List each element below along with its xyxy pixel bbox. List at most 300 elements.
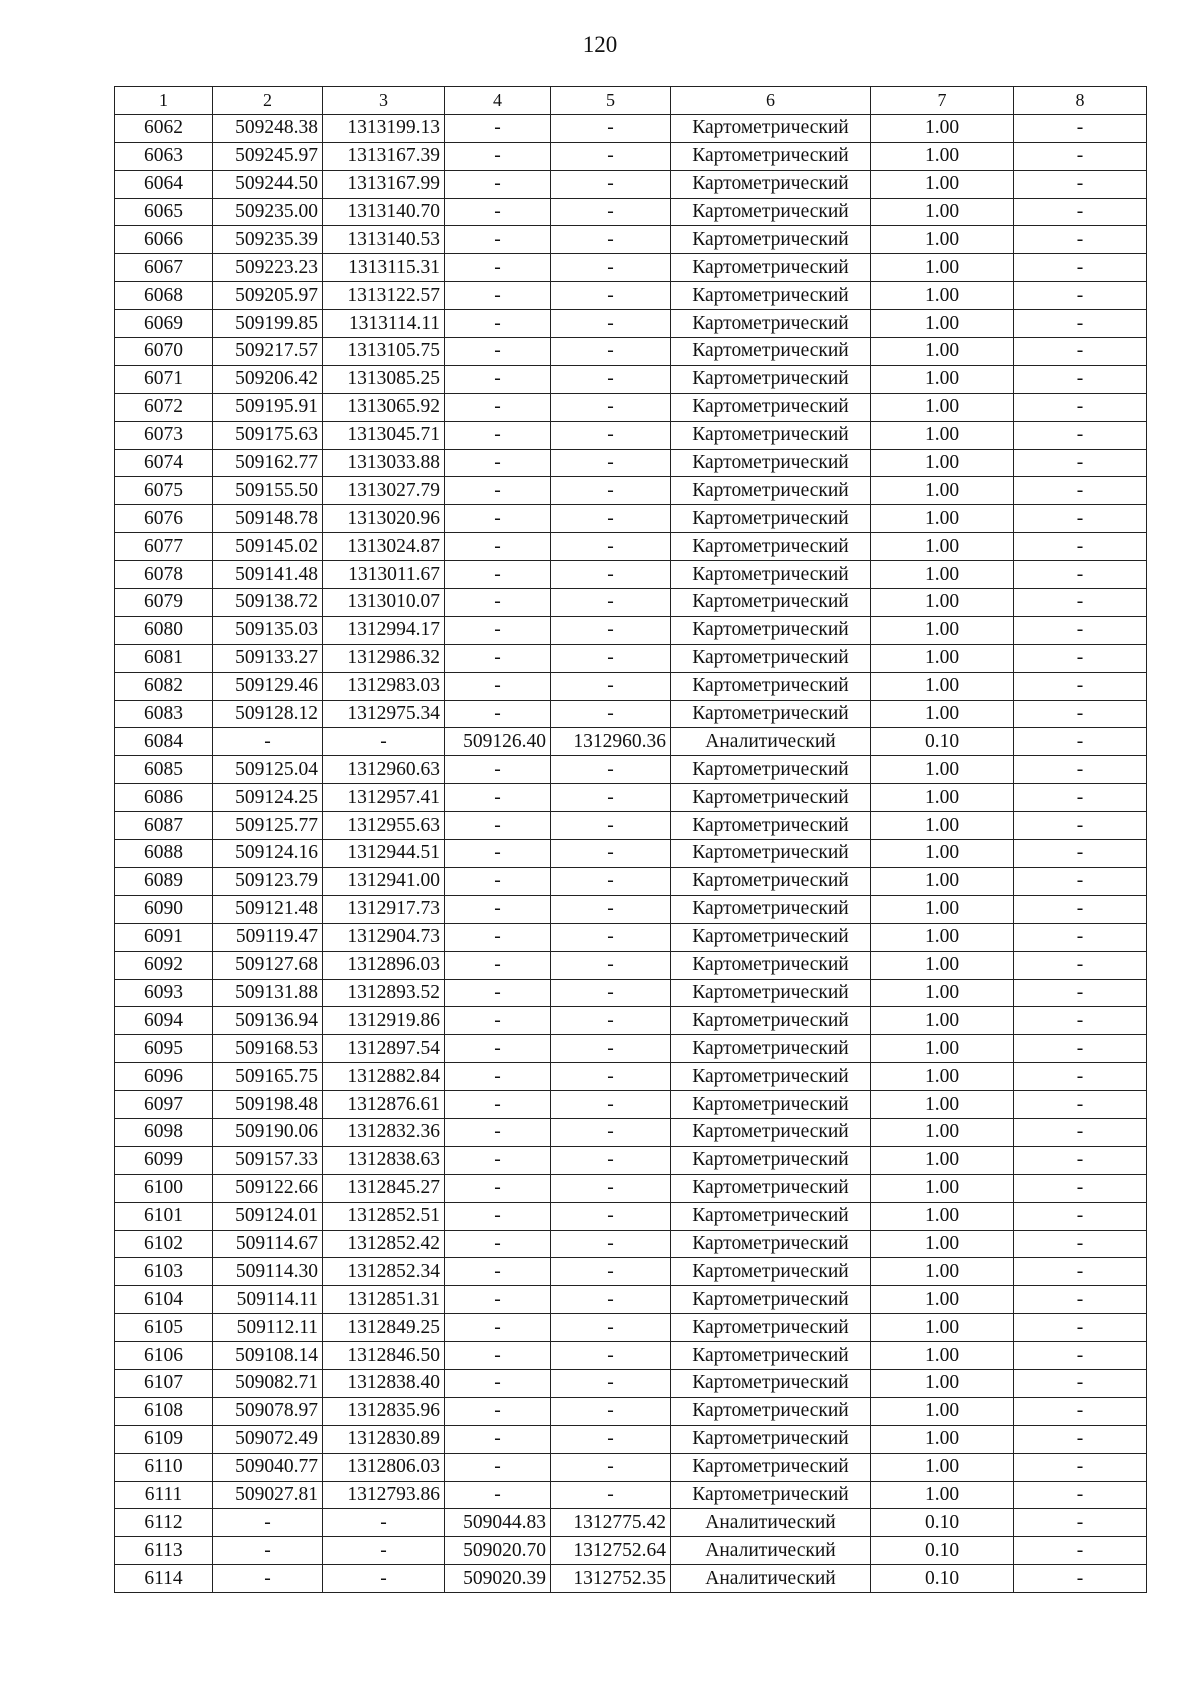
cell-x-coordinate: 509190.06 — [213, 1118, 323, 1146]
cell-y-analytic: - — [551, 1035, 671, 1063]
cell-point-number: 6105 — [115, 1314, 213, 1342]
cell-x-coordinate: 509135.03 — [213, 616, 323, 644]
cell-method: Картометрический — [671, 895, 871, 923]
cell-note: - — [1014, 1425, 1147, 1453]
cell-x-analytic: - — [445, 951, 551, 979]
cell-method: Картометрический — [671, 1035, 871, 1063]
cell-x-analytic: - — [445, 338, 551, 366]
cell-x-analytic: - — [445, 1258, 551, 1286]
cell-y-analytic: - — [551, 1230, 671, 1258]
cell-x-coordinate: 509082.71 — [213, 1369, 323, 1397]
cell-accuracy: 1.00 — [871, 365, 1014, 393]
cell-x-coordinate: 509133.27 — [213, 644, 323, 672]
cell-note: - — [1014, 114, 1147, 142]
cell-x-coordinate: 509198.48 — [213, 1091, 323, 1119]
cell-method: Картометрический — [671, 1314, 871, 1342]
cell-point-number: 6114 — [115, 1565, 213, 1593]
cell-method: Картометрический — [671, 1369, 871, 1397]
cell-method: Картометрический — [671, 589, 871, 617]
cell-point-number: 6067 — [115, 254, 213, 282]
cell-y-coordinate: - — [323, 1509, 445, 1537]
cell-note: - — [1014, 616, 1147, 644]
cell-y-coordinate: 1313045.71 — [323, 421, 445, 449]
cell-point-number: 6101 — [115, 1202, 213, 1230]
cell-x-analytic: 509044.83 — [445, 1509, 551, 1537]
cell-note: - — [1014, 589, 1147, 617]
cell-x-analytic: - — [445, 1174, 551, 1202]
cell-y-analytic: - — [551, 282, 671, 310]
cell-y-analytic: 1312752.64 — [551, 1537, 671, 1565]
cell-point-number: 6107 — [115, 1369, 213, 1397]
cell-x-analytic: 509126.40 — [445, 728, 551, 756]
cell-x-analytic: - — [445, 616, 551, 644]
cell-y-coordinate: 1312960.63 — [323, 756, 445, 784]
cell-method: Картометрический — [671, 254, 871, 282]
cell-x-coordinate: 509040.77 — [213, 1453, 323, 1481]
cell-x-coordinate: 509162.77 — [213, 449, 323, 477]
page-number: 120 — [582, 32, 618, 57]
cell-method: Картометрический — [671, 784, 871, 812]
cell-x-coordinate: 509145.02 — [213, 533, 323, 561]
cell-y-analytic: - — [551, 561, 671, 589]
cell-x-analytic: - — [445, 170, 551, 198]
cell-x-analytic: - — [445, 254, 551, 282]
cell-point-number: 6077 — [115, 533, 213, 561]
cell-note: - — [1014, 310, 1147, 338]
cell-method: Картометрический — [671, 1258, 871, 1286]
cell-accuracy: 1.00 — [871, 1453, 1014, 1481]
cell-point-number: 6081 — [115, 644, 213, 672]
table-row — [115, 1342, 1147, 1370]
cell-accuracy: 1.00 — [871, 1091, 1014, 1119]
table-row — [115, 616, 1147, 644]
cell-method: Картометрический — [671, 365, 871, 393]
cell-y-analytic: - — [551, 1146, 671, 1174]
cell-method: Картометрический — [671, 644, 871, 672]
table-row — [115, 505, 1147, 533]
cell-point-number: 6108 — [115, 1397, 213, 1425]
cell-y-coordinate: 1312904.73 — [323, 923, 445, 951]
cell-point-number: 6083 — [115, 700, 213, 728]
cell-y-analytic: - — [551, 1453, 671, 1481]
cell-note: - — [1014, 226, 1147, 254]
cell-method: Картометрический — [671, 923, 871, 951]
cell-note: - — [1014, 505, 1147, 533]
cell-x-analytic: - — [445, 477, 551, 505]
cell-method: Аналитический — [671, 1537, 871, 1565]
cell-y-analytic: - — [551, 505, 671, 533]
cell-y-analytic: - — [551, 114, 671, 142]
cell-note: - — [1014, 393, 1147, 421]
cell-x-coordinate: 509205.97 — [213, 282, 323, 310]
cell-accuracy: 1.00 — [871, 1007, 1014, 1035]
cell-method: Картометрический — [671, 1286, 871, 1314]
cell-y-analytic: - — [551, 644, 671, 672]
cell-accuracy: 0.10 — [871, 1537, 1014, 1565]
cell-x-coordinate: 509124.01 — [213, 1202, 323, 1230]
cell-method: Аналитический — [671, 1565, 871, 1593]
cell-y-analytic: - — [551, 812, 671, 840]
cell-method: Картометрический — [671, 1007, 871, 1035]
cell-note: - — [1014, 867, 1147, 895]
cell-note: - — [1014, 840, 1147, 868]
cell-y-coordinate: 1312983.03 — [323, 672, 445, 700]
cell-y-analytic: - — [551, 1286, 671, 1314]
cell-y-coordinate: 1313140.53 — [323, 226, 445, 254]
cell-note: - — [1014, 1035, 1147, 1063]
cell-method: Картометрический — [671, 198, 871, 226]
table-row — [115, 1537, 1147, 1565]
table-row — [115, 142, 1147, 170]
cell-method: Картометрический — [671, 812, 871, 840]
table-row — [115, 170, 1147, 198]
cell-accuracy: 1.00 — [871, 1146, 1014, 1174]
column-header-method: 6 — [671, 87, 871, 115]
cell-note: - — [1014, 1537, 1147, 1565]
cell-point-number: 6066 — [115, 226, 213, 254]
cell-x-analytic: - — [445, 1035, 551, 1063]
cell-x-analytic: - — [445, 282, 551, 310]
cell-accuracy: 1.00 — [871, 867, 1014, 895]
cell-note: - — [1014, 895, 1147, 923]
cell-x-analytic: - — [445, 505, 551, 533]
cell-point-number: 6110 — [115, 1453, 213, 1481]
cell-method: Картометрический — [671, 1202, 871, 1230]
cell-point-number: 6093 — [115, 979, 213, 1007]
cell-x-coordinate: 509128.12 — [213, 700, 323, 728]
cell-point-number: 6084 — [115, 728, 213, 756]
table-row — [115, 1397, 1147, 1425]
cell-method: Аналитический — [671, 1509, 871, 1537]
table-row — [115, 1230, 1147, 1258]
cell-y-analytic: - — [551, 867, 671, 895]
cell-x-analytic: - — [445, 226, 551, 254]
cell-method: Картометрический — [671, 1063, 871, 1091]
cell-accuracy: 1.00 — [871, 1174, 1014, 1202]
cell-accuracy: 1.00 — [871, 338, 1014, 366]
table-row — [115, 561, 1147, 589]
cell-method: Картометрический — [671, 226, 871, 254]
cell-x-analytic: - — [445, 1453, 551, 1481]
table-row — [115, 477, 1147, 505]
cell-note: - — [1014, 1565, 1147, 1593]
cell-x-coordinate: 509168.53 — [213, 1035, 323, 1063]
cell-method: Картометрический — [671, 1091, 871, 1119]
cell-x-coordinate: 509027.81 — [213, 1481, 323, 1509]
cell-y-coordinate: 1312986.32 — [323, 644, 445, 672]
cell-y-analytic: - — [551, 1481, 671, 1509]
cell-accuracy: 1.00 — [871, 170, 1014, 198]
cell-x-analytic: - — [445, 867, 551, 895]
cell-accuracy: 1.00 — [871, 616, 1014, 644]
cell-note: - — [1014, 1342, 1147, 1370]
cell-y-analytic: 1312752.35 — [551, 1565, 671, 1593]
table-row — [115, 700, 1147, 728]
cell-note: - — [1014, 561, 1147, 589]
cell-accuracy: 1.00 — [871, 449, 1014, 477]
table-row — [115, 1258, 1147, 1286]
cell-note: - — [1014, 756, 1147, 784]
cell-y-analytic: - — [551, 449, 671, 477]
table-row — [115, 1035, 1147, 1063]
cell-y-analytic: - — [551, 1091, 671, 1119]
cell-y-coordinate: 1312919.86 — [323, 1007, 445, 1035]
cell-x-coordinate: 509108.14 — [213, 1342, 323, 1370]
cell-x-coordinate: 509217.57 — [213, 338, 323, 366]
cell-x-analytic: - — [445, 421, 551, 449]
cell-accuracy: 1.00 — [871, 393, 1014, 421]
cell-x-coordinate: 509129.46 — [213, 672, 323, 700]
cell-y-analytic: - — [551, 923, 671, 951]
cell-x-coordinate: 509131.88 — [213, 979, 323, 1007]
table-row — [115, 1369, 1147, 1397]
cell-y-analytic: - — [551, 1258, 671, 1286]
cell-y-coordinate: 1312957.41 — [323, 784, 445, 812]
cell-method: Картометрический — [671, 1146, 871, 1174]
cell-point-number: 6090 — [115, 895, 213, 923]
cell-method: Картометрический — [671, 533, 871, 561]
cell-note: - — [1014, 1369, 1147, 1397]
cell-accuracy: 1.00 — [871, 1481, 1014, 1509]
table-row — [115, 589, 1147, 617]
cell-accuracy: 1.00 — [871, 756, 1014, 784]
cell-x-analytic: - — [445, 700, 551, 728]
cell-y-coordinate: 1312944.51 — [323, 840, 445, 868]
table-row — [115, 951, 1147, 979]
cell-x-coordinate: - — [213, 1537, 323, 1565]
cell-y-analytic: - — [551, 142, 671, 170]
cell-y-analytic: - — [551, 254, 671, 282]
cell-method: Картометрический — [671, 170, 871, 198]
cell-y-coordinate: 1312955.63 — [323, 812, 445, 840]
cell-y-analytic: - — [551, 979, 671, 1007]
cell-accuracy: 1.00 — [871, 254, 1014, 282]
table-row — [115, 533, 1147, 561]
cell-x-analytic: - — [445, 1091, 551, 1119]
cell-point-number: 6109 — [115, 1425, 213, 1453]
cell-note: - — [1014, 784, 1147, 812]
cell-note: - — [1014, 1286, 1147, 1314]
cell-note: - — [1014, 1063, 1147, 1091]
cell-accuracy: 1.00 — [871, 1035, 1014, 1063]
cell-x-analytic: - — [445, 672, 551, 700]
coordinates-table — [114, 86, 1147, 1593]
cell-y-coordinate: 1312882.84 — [323, 1063, 445, 1091]
cell-method: Картометрический — [671, 282, 871, 310]
table-row — [115, 784, 1147, 812]
cell-y-coordinate: 1313020.96 — [323, 505, 445, 533]
cell-point-number: 6065 — [115, 198, 213, 226]
cell-method: Картометрический — [671, 1453, 871, 1481]
cell-x-coordinate: - — [213, 1565, 323, 1593]
column-header-y-coordinate: 3 — [323, 87, 445, 115]
cell-y-analytic: - — [551, 1202, 671, 1230]
cell-x-coordinate: 509114.11 — [213, 1286, 323, 1314]
cell-point-number: 6086 — [115, 784, 213, 812]
cell-method: Картометрический — [671, 310, 871, 338]
cell-y-coordinate: 1312852.34 — [323, 1258, 445, 1286]
cell-y-coordinate: 1313085.25 — [323, 365, 445, 393]
cell-y-analytic: - — [551, 1314, 671, 1342]
cell-y-coordinate: 1312835.96 — [323, 1397, 445, 1425]
cell-y-coordinate: 1313033.88 — [323, 449, 445, 477]
cell-y-coordinate: 1312851.31 — [323, 1286, 445, 1314]
cell-point-number: 6099 — [115, 1146, 213, 1174]
table-row — [115, 867, 1147, 895]
table-row — [115, 728, 1147, 756]
cell-y-coordinate: 1313167.99 — [323, 170, 445, 198]
cell-x-coordinate: 509072.49 — [213, 1425, 323, 1453]
cell-x-analytic: - — [445, 979, 551, 1007]
cell-y-analytic: - — [551, 840, 671, 868]
cell-x-analytic: - — [445, 1369, 551, 1397]
cell-y-analytic: - — [551, 393, 671, 421]
cell-method: Картометрический — [671, 700, 871, 728]
cell-method: Картометрический — [671, 1174, 871, 1202]
cell-x-coordinate: 509114.67 — [213, 1230, 323, 1258]
cell-y-coordinate: 1313140.70 — [323, 198, 445, 226]
cell-x-analytic: - — [445, 114, 551, 142]
cell-y-analytic: - — [551, 672, 671, 700]
cell-y-analytic: 1312775.42 — [551, 1509, 671, 1537]
cell-y-analytic: - — [551, 226, 671, 254]
cell-x-coordinate: 509136.94 — [213, 1007, 323, 1035]
cell-y-analytic: 1312960.36 — [551, 728, 671, 756]
table-row — [115, 923, 1147, 951]
cell-note: - — [1014, 477, 1147, 505]
cell-y-coordinate: 1312852.42 — [323, 1230, 445, 1258]
cell-x-coordinate: 509141.48 — [213, 561, 323, 589]
table-row — [115, 756, 1147, 784]
cell-note: - — [1014, 1314, 1147, 1342]
cell-x-coordinate: - — [213, 728, 323, 756]
cell-x-coordinate: 509248.38 — [213, 114, 323, 142]
cell-x-analytic: - — [445, 365, 551, 393]
cell-x-coordinate: 509124.16 — [213, 840, 323, 868]
cell-accuracy: 1.00 — [871, 142, 1014, 170]
table-row — [115, 1091, 1147, 1119]
cell-y-coordinate: 1313065.92 — [323, 393, 445, 421]
cell-method: Картометрический — [671, 979, 871, 1007]
cell-note: - — [1014, 421, 1147, 449]
cell-y-coordinate: 1312838.40 — [323, 1369, 445, 1397]
cell-y-coordinate: 1312846.50 — [323, 1342, 445, 1370]
cell-point-number: 6085 — [115, 756, 213, 784]
table-row — [115, 812, 1147, 840]
cell-x-coordinate: 509121.48 — [213, 895, 323, 923]
cell-y-coordinate: 1312845.27 — [323, 1174, 445, 1202]
cell-point-number: 6072 — [115, 393, 213, 421]
table-row — [115, 310, 1147, 338]
cell-y-coordinate: - — [323, 728, 445, 756]
cell-y-analytic: - — [551, 951, 671, 979]
cell-x-analytic: - — [445, 1425, 551, 1453]
cell-x-analytic: - — [445, 561, 551, 589]
cell-y-analytic: - — [551, 1063, 671, 1091]
cell-y-coordinate: - — [323, 1565, 445, 1593]
cell-accuracy: 1.00 — [871, 310, 1014, 338]
cell-y-analytic: - — [551, 1369, 671, 1397]
table-row — [115, 1453, 1147, 1481]
cell-point-number: 6102 — [115, 1230, 213, 1258]
cell-y-coordinate: 1313027.79 — [323, 477, 445, 505]
cell-y-analytic: - — [551, 756, 671, 784]
cell-point-number: 6089 — [115, 867, 213, 895]
cell-y-coordinate: 1312793.86 — [323, 1481, 445, 1509]
cell-x-analytic: - — [445, 1202, 551, 1230]
cell-method: Картометрический — [671, 616, 871, 644]
cell-accuracy: 1.00 — [871, 282, 1014, 310]
cell-accuracy: 1.00 — [871, 421, 1014, 449]
cell-method: Аналитический — [671, 728, 871, 756]
cell-x-analytic: - — [445, 1397, 551, 1425]
cell-accuracy: 1.00 — [871, 226, 1014, 254]
cell-y-analytic: - — [551, 477, 671, 505]
cell-y-coordinate: 1313011.67 — [323, 561, 445, 589]
cell-point-number: 6091 — [115, 923, 213, 951]
cell-point-number: 6096 — [115, 1063, 213, 1091]
cell-x-coordinate: 509199.85 — [213, 310, 323, 338]
cell-x-coordinate: 509148.78 — [213, 505, 323, 533]
cell-x-analytic: - — [445, 784, 551, 812]
cell-y-analytic: - — [551, 1425, 671, 1453]
cell-accuracy: 1.00 — [871, 561, 1014, 589]
cell-y-coordinate: 1312832.36 — [323, 1118, 445, 1146]
cell-note: - — [1014, 1202, 1147, 1230]
table-row — [115, 449, 1147, 477]
table-row — [115, 1565, 1147, 1593]
cell-point-number: 6075 — [115, 477, 213, 505]
cell-accuracy: 1.00 — [871, 644, 1014, 672]
cell-method: Картометрический — [671, 756, 871, 784]
cell-accuracy: 1.00 — [871, 1286, 1014, 1314]
cell-y-analytic: - — [551, 700, 671, 728]
cell-method: Картометрический — [671, 338, 871, 366]
cell-point-number: 6082 — [115, 672, 213, 700]
cell-point-number: 6074 — [115, 449, 213, 477]
cell-x-coordinate: 509175.63 — [213, 421, 323, 449]
cell-x-analytic: - — [445, 1481, 551, 1509]
cell-x-coordinate: 509195.91 — [213, 393, 323, 421]
table-row — [115, 1007, 1147, 1035]
cell-x-coordinate: 509155.50 — [213, 477, 323, 505]
table-row — [115, 338, 1147, 366]
cell-y-coordinate: 1312994.17 — [323, 616, 445, 644]
cell-x-coordinate: 509235.00 — [213, 198, 323, 226]
cell-y-analytic: - — [551, 784, 671, 812]
cell-accuracy: 1.00 — [871, 505, 1014, 533]
cell-y-analytic: - — [551, 589, 671, 617]
cell-accuracy: 1.00 — [871, 1230, 1014, 1258]
cell-note: - — [1014, 1091, 1147, 1119]
cell-method: Картометрический — [671, 477, 871, 505]
table-header-row — [115, 87, 1147, 115]
cell-y-analytic: - — [551, 338, 671, 366]
cell-note: - — [1014, 198, 1147, 226]
cell-method: Картометрический — [671, 840, 871, 868]
cell-x-analytic: - — [445, 1118, 551, 1146]
cell-accuracy: 0.10 — [871, 1565, 1014, 1593]
cell-x-analytic: - — [445, 895, 551, 923]
cell-y-coordinate: 1312893.52 — [323, 979, 445, 1007]
cell-point-number: 6104 — [115, 1286, 213, 1314]
cell-accuracy: 0.10 — [871, 1509, 1014, 1537]
table-row — [115, 895, 1147, 923]
cell-accuracy: 1.00 — [871, 951, 1014, 979]
column-header-note: 8 — [1014, 87, 1147, 115]
cell-note: - — [1014, 170, 1147, 198]
cell-method: Картометрический — [671, 1397, 871, 1425]
